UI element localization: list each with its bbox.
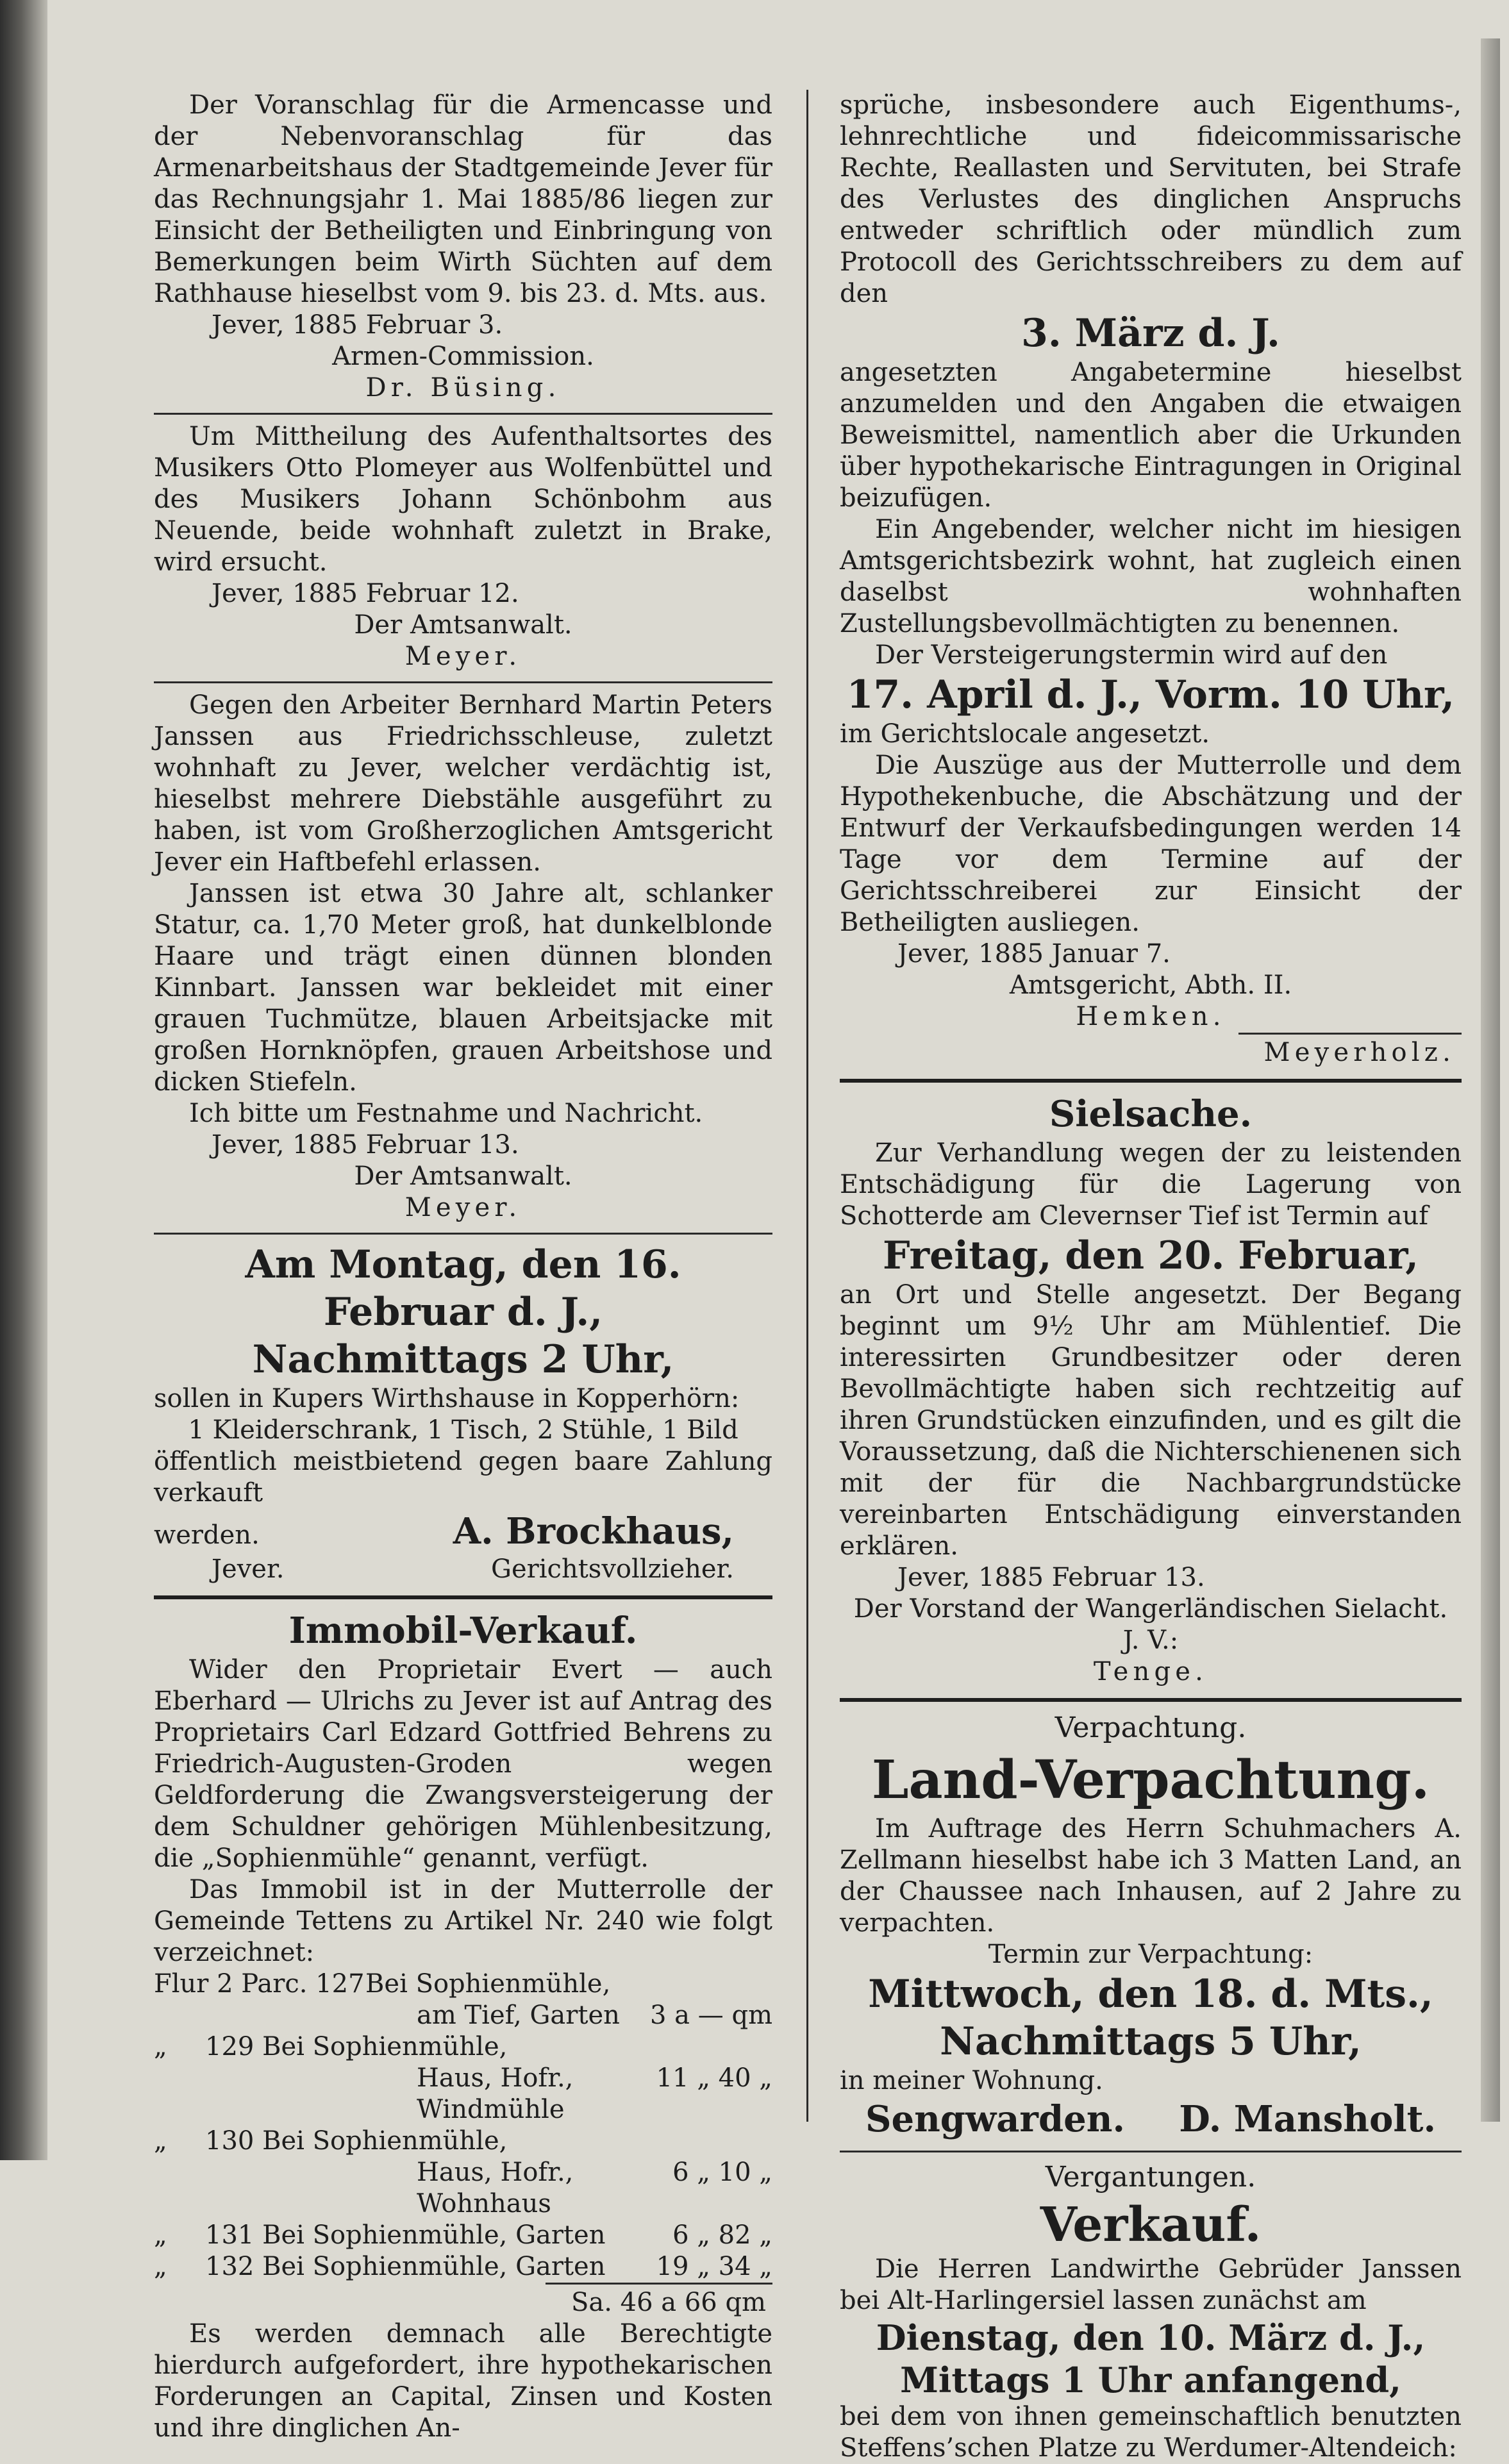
issuer: Der Amtsanwalt.	[354, 1161, 572, 1191]
parcel-description: Haus, Hofr., Wohnhaus	[417, 2158, 574, 2218]
parcel-row	[154, 2000, 772, 2031]
parcel-description: 132 Bei Sophienmühle, Garten	[205, 2252, 606, 2281]
continued-body-2: angesetzten Angabetermine hieselbst anzumelden und den Angaben die etwaigen Beweismittel, namentlich aber die Urkunden über hypothekarische Eintragungen in Original beizufügen.	[840, 358, 1462, 513]
notice-sielsache	[840, 1090, 1462, 1688]
parcel-area: 6 „ 10 „	[672, 2158, 772, 2187]
signer: Dr. Büsing.	[365, 373, 561, 403]
clerk-box	[840, 1033, 1462, 1069]
separator	[840, 1698, 1462, 1702]
issuer: Der Vorstand der Wangerländischen Sielacht.	[853, 1594, 1448, 1624]
issuer: Armen-Commission.	[332, 342, 594, 371]
auction-role-row	[154, 1554, 772, 1585]
notice-musiker	[154, 421, 772, 672]
notice-body-2: Das Immobil ist in der Mutterrolle der Gemeinde Tettens zu Artikel Nr. 240 wie folgt verzeichnet:	[154, 1875, 772, 1967]
parcel-description: am Tief, Garten	[417, 2001, 620, 2030]
separator	[154, 413, 772, 415]
left-column	[154, 90, 772, 2444]
parcel-area: 19 „ 34 „	[656, 2252, 772, 2281]
separator	[154, 681, 772, 683]
notice-heading: Sielsache.	[1049, 1093, 1253, 1135]
notice-body-2: bei dem von ihnen gemeinschaftlich benutzten Steffens’schen Platze zu Werdumer-Altendeich:	[840, 2402, 1462, 2463]
parcel-description: 131 Bei Sophienmühle, Garten	[205, 2220, 606, 2250]
parcel-list	[154, 1969, 772, 2283]
signer: Tenge.	[1093, 1657, 1208, 1686]
parcel-description: Bei Sophienmühle,	[365, 1969, 611, 1999]
termin-date: 3. März d. J.	[1021, 311, 1280, 356]
section-label: Verpachtung.	[1055, 1711, 1247, 1744]
page-edge	[1481, 38, 1500, 2122]
parcel-description: 129 Bei Sophienmühle,	[205, 2032, 508, 2061]
parcel-area: 3 a — qm	[650, 2001, 772, 2030]
verkauf-date: Dienstag, den 10. März d. J.,	[876, 2317, 1426, 2358]
parcel-row	[154, 2251, 772, 2283]
auction-date: Am Montag, den 16. Februar d. J.,	[245, 1242, 681, 1335]
parcel-prefix	[154, 2000, 205, 2031]
parcel-description: 130 Bei Sophienmühle,	[205, 2126, 508, 2156]
notice-haftbefehl	[154, 690, 772, 1224]
book-binding	[0, 0, 47, 2160]
place-date: Jever, 1885 Februar 12.	[212, 579, 519, 608]
parcel-row	[154, 1969, 772, 2000]
parcel-prefix	[154, 2063, 205, 2126]
signer: A. Brockhaus,	[453, 1510, 734, 1552]
sign-row	[840, 2097, 1462, 2142]
notice-heading: Land-Verpachtung.	[871, 1749, 1430, 1811]
continued-body-5: im Gerichtslocale angesetzt.	[840, 719, 1210, 749]
parcel-total-value: Sa. 46 a 66 qm	[546, 2283, 772, 2318]
parcel-area	[644, 1969, 772, 2000]
notice-heading: Verkauf.	[1040, 2197, 1262, 2252]
parcel-prefix: „	[154, 2032, 167, 2061]
place-date: Jever, 1885 Februar 3.	[212, 310, 503, 340]
parcel-prefix	[154, 2157, 205, 2220]
iv-label: J. V.:	[1122, 1626, 1179, 1655]
notice-heading: Immobil-Verkauf.	[288, 1610, 638, 1652]
verpachtung-time: Nachmittags 5 Uhr,	[940, 2019, 1362, 2064]
notice-armen-commission	[154, 90, 772, 404]
parcel-prefix: „	[154, 2220, 167, 2250]
notice-body-2: an Ort und Stelle angesetzt. Der Begang beginnt um 9½ Uhr am Mühlentief. Die interessirten Grundbesitzer oder deren Bevollmächtigte haben sich rechtzeitig auf ihren Grundstücken einzufinden, und es gilt die Voraussetzung, daß die Nichterschienenen sich mit der für die Nachbargrundstücke vereinbarten Entschädigung einverstanden erklären.	[840, 1280, 1462, 1561]
right-column	[840, 90, 1462, 2464]
parcel-row	[154, 2157, 772, 2220]
continued-body-6: Die Auszüge aus der Mutterrolle und dem Hypothekenbuche, die Abschätzung und der Entwurf der Verkaufsbedingungen werden 14 Tage vor dem Termine auf der Gerichtsschreiberei zur Einsicht der Betheiligten ausliegen.	[840, 751, 1462, 937]
parcel-description: Haus, Hofr., Windmühle	[417, 2063, 574, 2124]
parcel-row	[154, 2063, 772, 2126]
continued-body-4: Der Versteigerungstermin wird auf den	[875, 640, 1388, 670]
parcel-area	[644, 2031, 772, 2063]
separator	[154, 1233, 772, 1235]
parcel-row	[154, 2220, 772, 2251]
place: Jever.	[212, 1554, 285, 1584]
notice-body: Wider den Proprietair Evert — auch Eberhard — Ulrichs zu Jever ist auf Antrag des Proprietairs Carl Edzard Gottfried Behrens zu Friedrich-Augusten-Groden wegen Geldforderung die Zwangsversteigerung der dem Schuldner gehörigen Mühlenbesitzung, die „Sophienmühle“ genannt, verfügt.	[154, 1655, 772, 1873]
signer: D. Mansholt.	[1179, 2098, 1436, 2140]
auction-place: sollen in Kupers Wirthshause in Kopperhörn:	[154, 1384, 740, 1413]
notice-body: Die Herren Landwirthe Gebrüder Janssen bei Alt-Harlingersiel lassen zunächst am	[840, 2254, 1462, 2315]
separator	[840, 2151, 1462, 2152]
parcel-row	[154, 2126, 772, 2157]
issuer: Amtsgericht, Abth. II.	[1009, 970, 1292, 1000]
versteigerung-date: 17. April d. J., Vorm. 10 Uhr,	[846, 672, 1455, 717]
signer: Meyer.	[404, 642, 522, 671]
notice-body: Im Auftrage des Herrn Schuhmachers A. Zellmann hieselbst habe ich 3 Matten Land, an der Chaussee nach Inhausen, auf 2 Jahre zu verpachten.	[840, 1814, 1462, 1938]
place-date: Jever, 1885 Februar 13.	[897, 1563, 1205, 1592]
notice-body: Der Voranschlag für die Armencasse und der Nebenvoranschlag für das Armenarbeitshaus der Stadtgemeinde Jever für das Rechnungsjahr 1. Mai 1885/86 liegen zur Einsicht der Betheiligten und Einbringung von Bemerkungen beim Wirth Süchten auf dem Rathhause hieselbst vom 9. bis 23. d. Mts. aus.	[154, 90, 772, 308]
notice-body: Um Mittheilung des Aufenthaltsortes des Musikers Otto Plomeyer aus Wolfenbüttel und des Musikers Johann Schönbohm aus Neuende, beide wohnhaft zuletzt in Brake, wird ersucht.	[154, 422, 772, 577]
notice-description: Janssen ist etwa 30 Jahre alt, schlanker Statur, ca. 1,70 Meter groß, hat dunkelblonde Haare und trägt einen dünnen blonden Kinnbart. Janssen war bekleidet mit einer grauen Tuchmütze, blauen Arbeitsjacke mit großen Hornknöpfen, grauen Arbeitshose und dicken Stiefeln.	[154, 879, 772, 1097]
parcel-prefix: „	[154, 2252, 167, 2281]
place-date: Jever, 1885 Januar 7.	[897, 939, 1171, 969]
auction-terms-end: werden.	[154, 1520, 260, 1550]
parcel-total	[154, 2283, 772, 2318]
parcel-prefix: „	[154, 2126, 167, 2156]
parcel-area	[644, 2126, 772, 2157]
issuer: Der Amtsanwalt.	[354, 610, 572, 640]
notice-body-3: Es werden demnach alle Berechtigte hierdurch aufgefordert, ihre hypothekarischen Forderungen an Capital, Zinsen und Kosten und ihre dinglichen An-	[154, 2319, 772, 2443]
place-date: Jever, 1885 Februar 13.	[212, 1130, 519, 1160]
section-label: Vergantungen.	[1045, 2161, 1256, 2193]
notice-immobil-continued	[840, 90, 1462, 1069]
separator	[154, 1595, 772, 1599]
column-rule	[806, 90, 808, 2122]
signer: Hemken.	[1076, 1002, 1226, 1031]
verpachtung-date: Mittwoch, den 18. d. Mts.,	[868, 1972, 1433, 2017]
verkauf-time: Mittags 1 Uhr anfangend,	[900, 2360, 1401, 2401]
parcel-area: 11 „ 40 „	[656, 2063, 772, 2093]
notice-body: Gegen den Arbeiter Bernhard Martin Peters Janssen aus Friedrichsschleuse, zuletzt wohnhaft zu Jever, welcher verdächtig ist, hieselbst mehrere Diebstähle ausgeführt zu haben, ist vom Großherzoglichen Amtsgericht Jever ein Haftbefehl erlassen.	[154, 690, 772, 877]
notice-land-verpachtung	[840, 1710, 1462, 2142]
notice-body: Zur Verhandlung wegen der zu leistenden Entschädigung für die Lagerung von Schotterde am Clevernser Tief ist Termin auf	[840, 1138, 1462, 1231]
clerk: Meyerholz.	[1238, 1033, 1462, 1069]
parcel-row	[154, 2031, 772, 2063]
verpachtung-place: in meiner Wohnung.	[840, 2066, 1103, 2095]
notice-auktion	[154, 1241, 772, 1585]
siel-date: Freitag, den 20. Februar,	[882, 1233, 1419, 1278]
place: Sengwarden.	[865, 2098, 1125, 2140]
continued-body: sprüche, insbesondere auch Eigenthums-, lehnrechtliche und fideicommissarische Rechte, Reallasten und Servituten, bei Strafe des Verlustes des dinglichen Anspruchs entweder schriftlich oder mündlich zum Protocoll des Gerichtsschreibers zu dem auf den	[840, 90, 1462, 308]
signer: Meyer.	[404, 1193, 522, 1222]
continued-body-3: Ein Angebender, welcher nicht im hiesigen Amtsgerichtsbezirk wohnt, hat zugleich einen daselbst wohnhaften Zustellungsbevollmächtigten zu benennen.	[840, 515, 1462, 638]
role: Gerichtsvollzieher.	[491, 1554, 734, 1584]
parcel-area: 6 „ 82 „	[672, 2220, 772, 2250]
auction-items: 1 Kleiderschrank, 1 Tisch, 2 Stühle, 1 Bild	[188, 1415, 738, 1445]
separator	[840, 1079, 1462, 1083]
auction-terms: öffentlich meistbietend gegen baare Zahlung verkauft	[154, 1447, 772, 1508]
auction-sign-row	[154, 1509, 772, 1554]
notice-verkauf	[840, 2159, 1462, 2464]
termin-label: Termin zur Verpachtung:	[988, 1940, 1313, 1969]
notice-immobil-verkauf	[154, 1607, 772, 2444]
parcel-prefix: Flur 2 Parc. 127	[154, 1969, 365, 1999]
auction-time: Nachmittags 2 Uhr,	[252, 1337, 674, 1382]
notice-request: Ich bitte um Festnahme und Nachricht.	[189, 1099, 703, 1128]
